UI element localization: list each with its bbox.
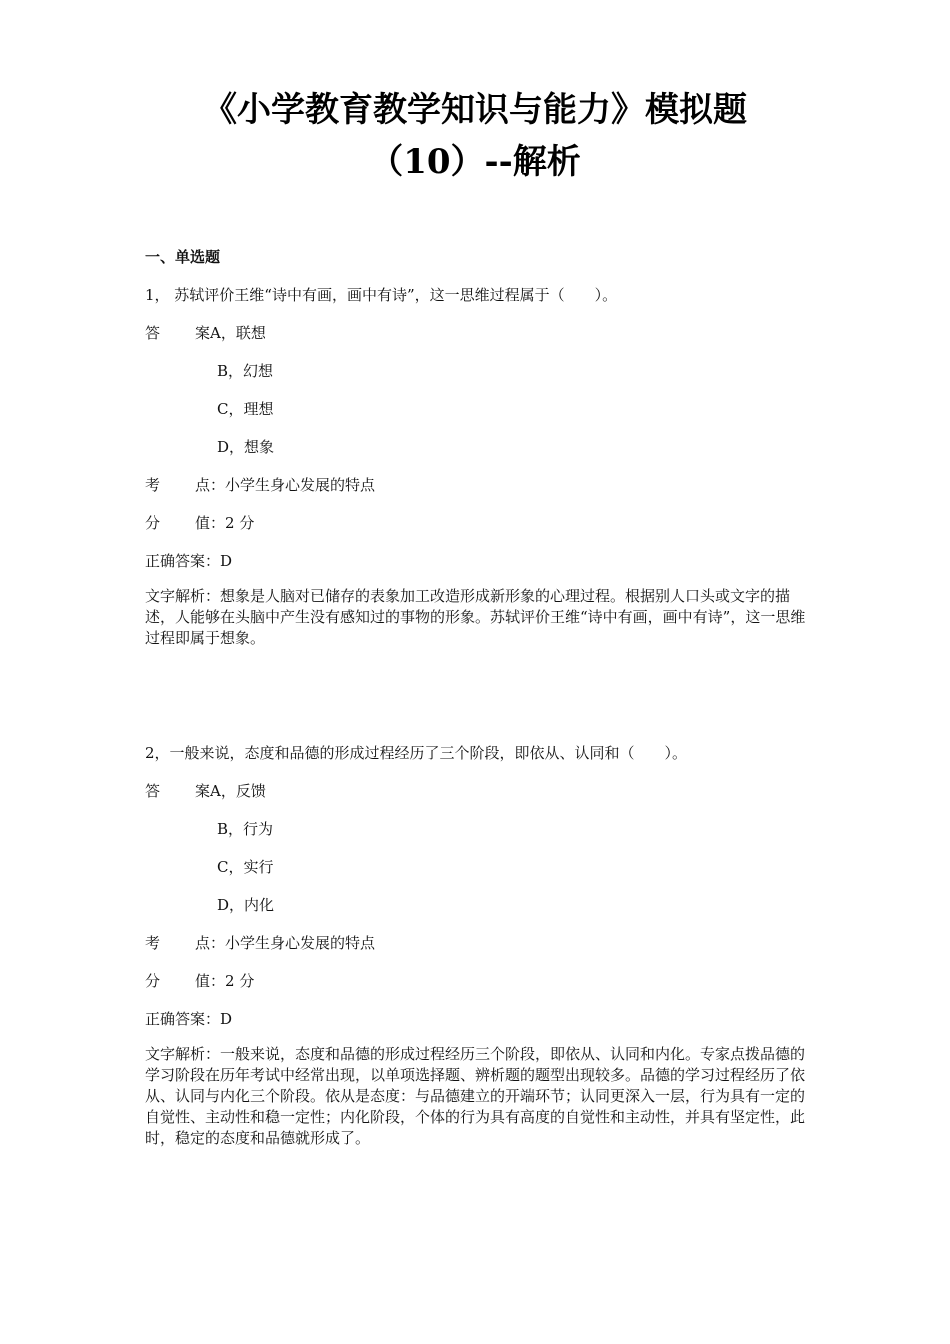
score-label-part1: 分 <box>145 972 161 990</box>
question-2-answer-row <box>145 780 266 802</box>
score-label-part1: 分 <box>145 514 161 532</box>
answer-label-part1: 答 <box>145 782 161 800</box>
point-value: 小学生身心发展的特点 <box>225 934 376 952</box>
document-title-line-1: 《小学教育教学知识与能力》模拟题 <box>203 90 747 130</box>
correct-label: 正确答案： <box>145 552 221 570</box>
point-label-part2: 点： <box>195 476 226 494</box>
correct-value: D <box>220 552 233 570</box>
question-2-option-b: B，行为 <box>217 820 274 838</box>
question-1-knowledge-point <box>145 474 375 496</box>
document-title-line-2: （10）--解析 <box>369 142 581 182</box>
correct-value: D <box>220 1010 233 1028</box>
answer-label-part1: 答 <box>145 324 161 342</box>
answer-label-part2: 案 <box>195 782 211 800</box>
question-1-option-a: A，联想 <box>210 324 266 342</box>
question-2-option-c: C，实行 <box>217 858 274 876</box>
question-2-analysis: 文字解析：一般来说，态度和品德的形成过程经历三个阶段，即依从、认同和内化。专家点拨品德的学习阶段在历年考试中经常出现，以单项选择题、辨析题的题型出现较多。品德的学习过程经历了依从、认同与内化三个阶段。依从是态度：与品德建立的开端环节；认同更深入一层，行为具有一定的自觉性、主动性和稳一定性；内化阶段，个体的行为具有高度的自觉性和主动性，并具有坚定性，此时，稳定的态度和品德就形成了。 <box>145 1045 806 1147</box>
score-label-part2: 值： <box>195 972 226 990</box>
point-label-part1: 考 <box>145 934 161 952</box>
question-2-option-a: A，反馈 <box>210 782 266 800</box>
question-1-analysis: 文字解析：想象是人脑对已储存的表象加工改造形成新形象的心理过程。根据别人口头或文字的描述，人能够在头脑中产生没有感知过的事物的形象。苏轼评价王维“诗中有画，画中有诗”，这一思维过程即属于想象。 <box>145 587 806 647</box>
score-value: 2 分 <box>225 972 255 990</box>
question-1-answer-row <box>145 322 266 344</box>
question-2-stem: 2，一般来说，态度和品德的形成过程经历了三个阶段，即依从、认同和（ ）。 <box>145 744 688 762</box>
point-label-part2: 点： <box>195 934 226 952</box>
score-label-part2: 值： <box>195 514 226 532</box>
question-2-option-d: D，内化 <box>217 896 275 914</box>
question-2-knowledge-point <box>145 932 375 954</box>
question-1-score <box>145 512 254 534</box>
section-heading: 一、单选题 <box>145 248 221 266</box>
point-value: 小学生身心发展的特点 <box>225 476 376 494</box>
question-2-score <box>145 970 254 992</box>
correct-label: 正确答案： <box>145 1010 221 1028</box>
question-1-option-b: B，幻想 <box>217 362 274 380</box>
question-1-correct-answer <box>145 550 232 572</box>
answer-label-part2: 案 <box>195 324 211 342</box>
question-1-option-d: D，想象 <box>217 438 275 456</box>
question-1-stem: 1， 苏轼评价王维“诗中有画，画中有诗”，这一思维过程属于（ ）。 <box>145 286 618 304</box>
question-2-correct-answer <box>145 1008 232 1030</box>
question-1-option-c: C，理想 <box>217 400 274 418</box>
score-value: 2 分 <box>225 514 255 532</box>
point-label-part1: 考 <box>145 476 161 494</box>
